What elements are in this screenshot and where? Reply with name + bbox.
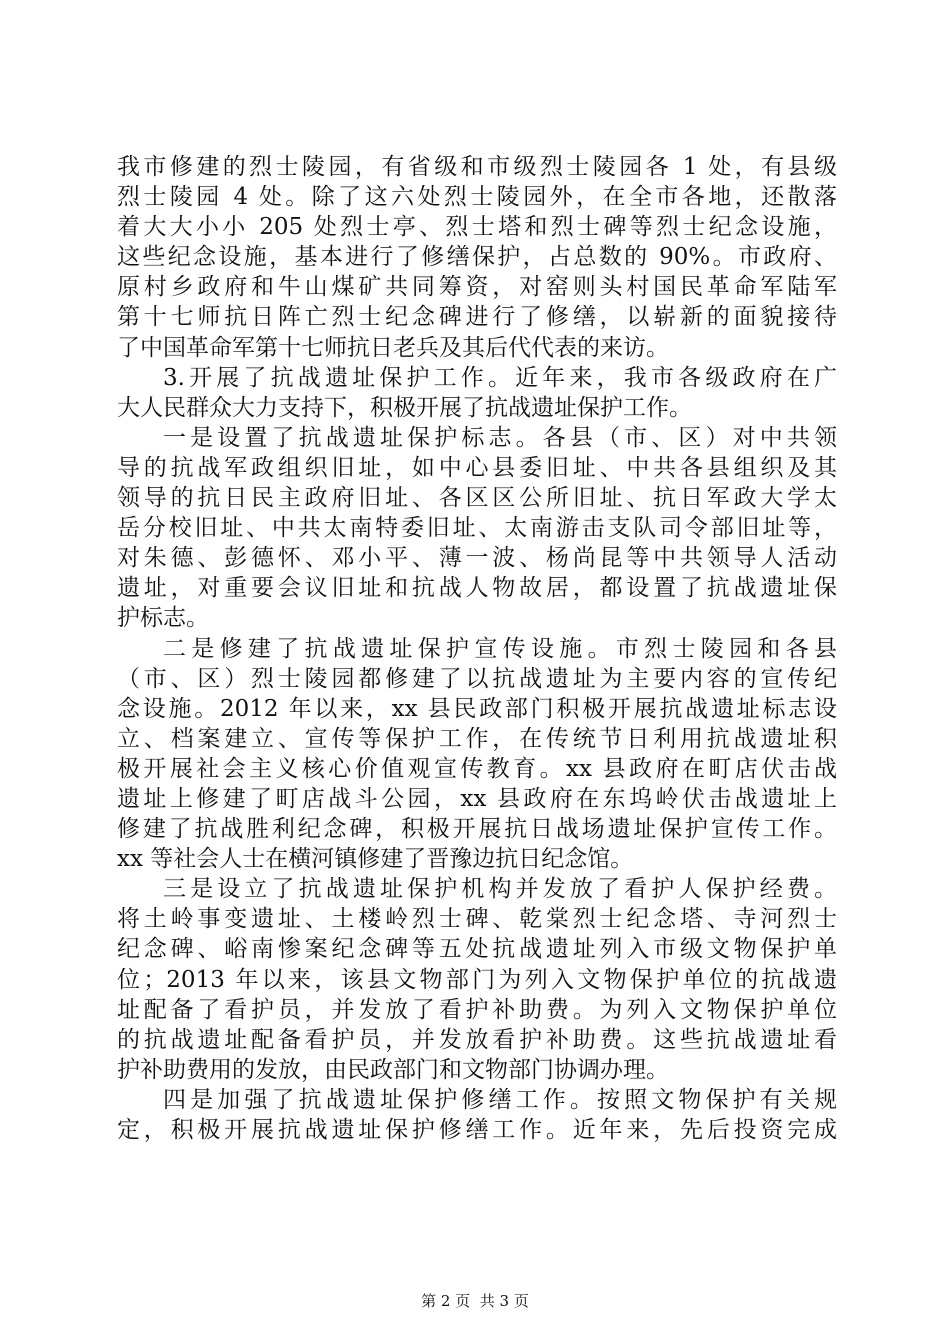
text-line: 修建了抗战胜利纪念碑，积极开展抗日战场遗址保护宣传工作。 [117, 816, 837, 843]
text-line: 烈士陵园 4 处。除了这六处烈士陵园外，在全市各地，还散落 [117, 184, 837, 211]
text-line: 大人民群众大力支持下，积极开展了抗战遗址保护工作。 [117, 394, 692, 421]
text-line: 护标志。 [117, 605, 209, 632]
text-line: 护补助费用的发放，由民政部门和文物部门协调办理。 [117, 1056, 669, 1083]
text-line: 立、档案建立、宣传等保护工作，在传统节日利用抗战遗址积 [117, 725, 837, 752]
section-heading-line: 3.开展了抗战遗址保护工作。近年来，我市各级政府在广 [163, 364, 837, 391]
text-line: 将土岭事变遗址、土楼岭烈士碑、乾棠烈士纪念塔、寺河烈士 [117, 906, 837, 933]
paragraph-first-line: 四是加强了抗战遗址保护修缮工作。按照文物保护有关规 [163, 1086, 837, 1113]
document-body [117, 152, 837, 1145]
text-line: 极开展社会主义核心价值观宣传教育。xx 县政府在町店伏击战 [117, 755, 837, 782]
text-line: 定，积极开展抗战遗址保护修缮工作。近年来，先后投资完成 [117, 1117, 837, 1143]
text-line: 领导的抗日民主政府旧址、各区区公所旧址、抗日军政大学太 [117, 485, 837, 512]
text-line: 我市修建的烈士陵园，有省级和市级烈士陵园各 1 处，有县级 [117, 154, 837, 180]
text-line: 念设施。2012 年以来，xx 县民政部门积极开展抗战遗址标志设 [117, 695, 837, 722]
text-line: 的抗战遗址配备看护员，并发放看护补助费。这些抗战遗址看 [117, 1026, 837, 1053]
text-line: xx 等社会人士在横河镇修建了晋豫边抗日纪念馆。 [117, 846, 634, 873]
paragraph-first-line: 一是设置了抗战遗址保护标志。各县（市、区）对中共领 [163, 424, 837, 451]
text-line: 着大大小小 205 处烈士亭、烈士塔和烈士碑等烈士纪念设施， [117, 214, 837, 241]
text-line: 导的抗战军政组织旧址，如中心县委旧址、中共各县组织及其 [117, 454, 837, 481]
text-line: 址配备了看护员，并发放了看护补助费。为列入文物保护单位 [117, 996, 837, 1023]
page-number-footer: 第 2 页 共 3 页 [421, 1292, 529, 1310]
paragraph-first-line: 三是设立了抗战遗址保护机构并发放了看护人保护经费。 [163, 876, 837, 903]
text-line: 这些纪念设施，基本进行了修缮保护，占总数的 90%。市政府、 [117, 244, 837, 271]
text-line: 位；2013 年以来，该县文物部门为列入文物保护单位的抗战遗 [117, 966, 837, 993]
text-line: 遗址上修建了町店战斗公园，xx 县政府在东坞岭伏击战遗址上 [117, 785, 837, 812]
text-line: （市、区）烈士陵园都修建了以抗战遗址为主要内容的宣传纪 [117, 665, 837, 692]
text-line: 遗址，对重要会议旧址和抗战人物故居，都设置了抗战遗址保 [117, 575, 837, 602]
text-line: 了中国革命军第十七师抗日老兵及其后代代表的来访。 [117, 334, 669, 361]
text-line: 纪念碑、峪南惨案纪念碑等五处抗战遗址列入市级文物保护单 [117, 936, 837, 963]
text-line: 第十七师抗日阵亡烈士纪念碑进行了修缮，以崭新的面貌接待 [117, 304, 837, 331]
text-line: 原村乡政府和牛山煤矿共同筹资，对窑则头村国民革命军陆军 [117, 274, 837, 301]
paragraph-first-line: 二是修建了抗战遗址保护宣传设施。市烈士陵园和各县 [163, 635, 837, 662]
text-line: 岳分校旧址、中共太南特委旧址、太南游击支队司令部旧址等， [117, 515, 837, 542]
text-line: 对朱德、彭德怀、邓小平、薄一波、杨尚昆等中共领导人活动 [117, 545, 837, 572]
